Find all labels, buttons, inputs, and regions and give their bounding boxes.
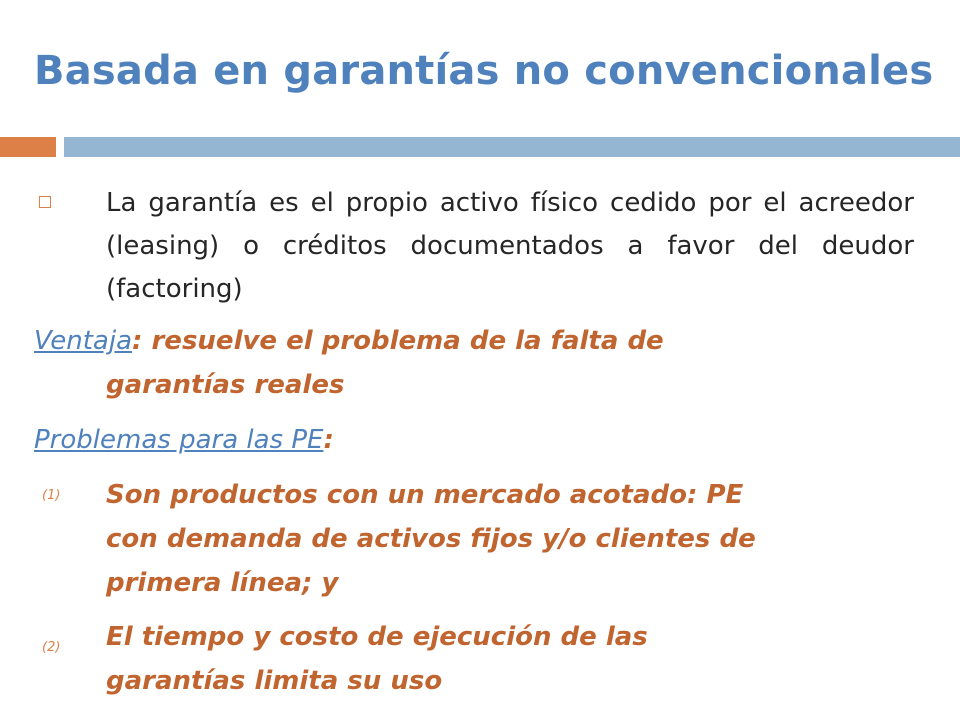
item-2-line-1: El tiempo y costo de ejecución de las — [106, 622, 648, 652]
item-number-1: (1) — [42, 488, 61, 503]
title-accent-bar-orange — [0, 137, 56, 157]
problemas-colon: : — [323, 425, 334, 455]
ventaja-label[interactable]: Ventaja — [34, 326, 133, 356]
item-2-line-2: garantías limita su uso — [106, 666, 443, 696]
title-accent-bar-blue — [64, 137, 960, 157]
problemas-label[interactable]: Problemas para las PE — [34, 425, 324, 455]
item-1-line-2: con demanda de activos fijos y/o clientes de — [106, 524, 756, 554]
slide-title: Basada en garantías no convencionales — [34, 48, 934, 94]
ventaja-colon: : — [132, 326, 143, 356]
square-bullet-icon — [39, 196, 51, 208]
bullet-paragraph: La garantía es el propio activo físico cedido por el acreedor (leasing) o créditos documentados a favor del deudor (factoring) — [106, 188, 914, 304]
item-1-line-3: primera línea; y — [106, 568, 339, 598]
item-number-2: (2) — [42, 640, 61, 655]
problemas-heading — [34, 418, 334, 462]
item-1-line-1: Son productos con un mercado acotado: PE — [106, 480, 744, 510]
ventaja-line-1 — [34, 319, 664, 363]
ventaja-text-1: resuelve el problema de la falta de — [142, 326, 664, 356]
ventaja-line-2: garantías reales — [106, 370, 345, 400]
